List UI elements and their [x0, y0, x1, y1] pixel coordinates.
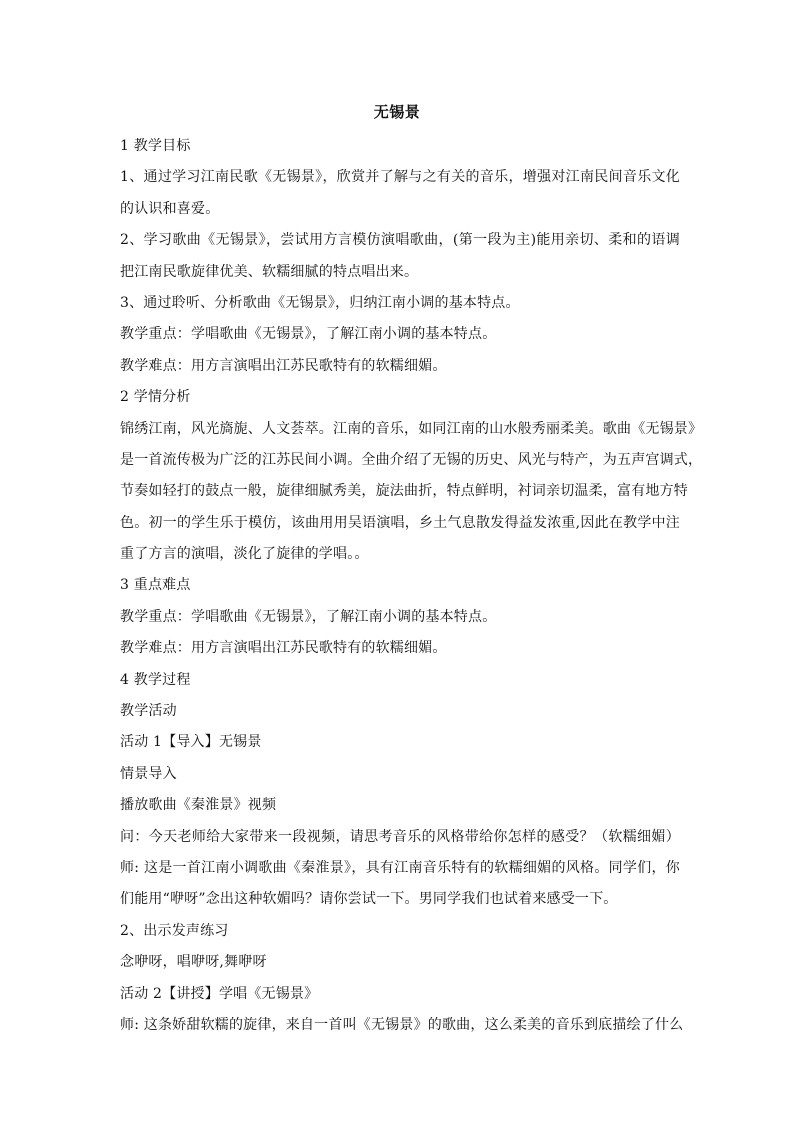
- section-heading: 4 教学过程: [120, 671, 191, 688]
- paragraph-line: 2、学习歌曲《无锡景》，尝试用方言模仿演唱歌曲，(第一段为主)能用亲切、柔和的语调: [120, 232, 680, 249]
- paragraph-line: 是一首流传极为广泛的江苏民间小调。全曲介绍了无锡的历史、风光与特产，为五声宫调式，: [120, 451, 703, 468]
- paragraph-line: 问：今天老师给大家带来一段视频，请思考音乐的风格带给你怎样的感受？（软糯细媚）: [120, 828, 680, 845]
- document-body: [120, 131, 703, 1041]
- paragraph-line: 活动 1【导入】无锡景: [120, 734, 262, 751]
- paragraph-line: 师: 这是一首江南小调歌曲《秦淮景》，具有江南音乐特有的软糯细媚的风格。同学们，你: [120, 859, 680, 876]
- section-heading: 3 重点难点: [120, 577, 191, 594]
- document-title: 无锡景: [373, 103, 421, 121]
- section-heading: 1 教学目标: [120, 138, 191, 154]
- paragraph-line: 师: 这条娇甜软糯的旋律，来自一首叫《无锡景》的歌曲，这么柔美的音乐到底描绘了什么: [120, 1016, 684, 1033]
- paragraph-line: 2、出示发声练习: [120, 922, 229, 939]
- paragraph-line: 3、通过聆听、分析歌曲《无锡景》，归纳江南小调的基本特点。: [120, 294, 520, 311]
- section-heading: 2 学情分析: [120, 389, 191, 406]
- paragraph-line: 把江南民歌旋律优美、软糯细腻的特点唱出来。: [120, 263, 419, 280]
- paragraph-line: 活动 2【讲授】学唱《无锡景》: [120, 985, 319, 1002]
- paragraph-line: 的认识和喜爱。: [120, 200, 220, 217]
- paragraph-line: 播放歌曲《秦淮景》视频: [120, 797, 277, 814]
- paragraph-line: 情景导入: [120, 765, 177, 782]
- paragraph-line: 们能用“咿呀”念出这种软媚吗？请你尝试一下。男同学我们也试着来感受一下。: [120, 891, 618, 908]
- paragraph-line: 1、通过学习江南民歌《无锡景》，欣赏并了解与之有关的音乐，增强对江南民间音乐文化: [120, 169, 680, 186]
- paragraph-line: 教学难点：用方言演唱出江苏民歌特有的软糯细媚。: [120, 640, 447, 657]
- paragraph-line: 教学重点：学唱歌曲《无锡景》，了解江南小调的基本特点。: [120, 608, 497, 625]
- paragraph-line: 教学重点：学唱歌曲《无锡景》，了解江南小调的基本特点。: [120, 326, 497, 343]
- paragraph-line: 教学难点：用方言演唱出江苏民歌特有的软糯细媚。: [120, 357, 447, 374]
- paragraph-line: 重了方言的演唱，淡化了旋律的学唱。。: [120, 546, 369, 563]
- paragraph-line: 锦绣江南，风光旖旎、人文荟萃。江南的音乐，如同江南的山水般秀丽柔美。歌曲《无锡景》: [120, 420, 703, 437]
- paragraph-line: 念咿呀，唱咿呀,舞咿呀: [120, 954, 267, 971]
- paragraph-line: 节奏如轻打的鼓点一般，旋律细腻秀美，旋法曲折，特点鲜明，衬词亲切温柔，富有地方特: [120, 483, 688, 500]
- paragraph-line: 色。初一的学生乐于模仿，该曲用用吴语演唱，乡土气息散发得益发浓重,因此在教学中注: [120, 514, 680, 531]
- paragraph-line: 教学活动: [120, 703, 177, 720]
